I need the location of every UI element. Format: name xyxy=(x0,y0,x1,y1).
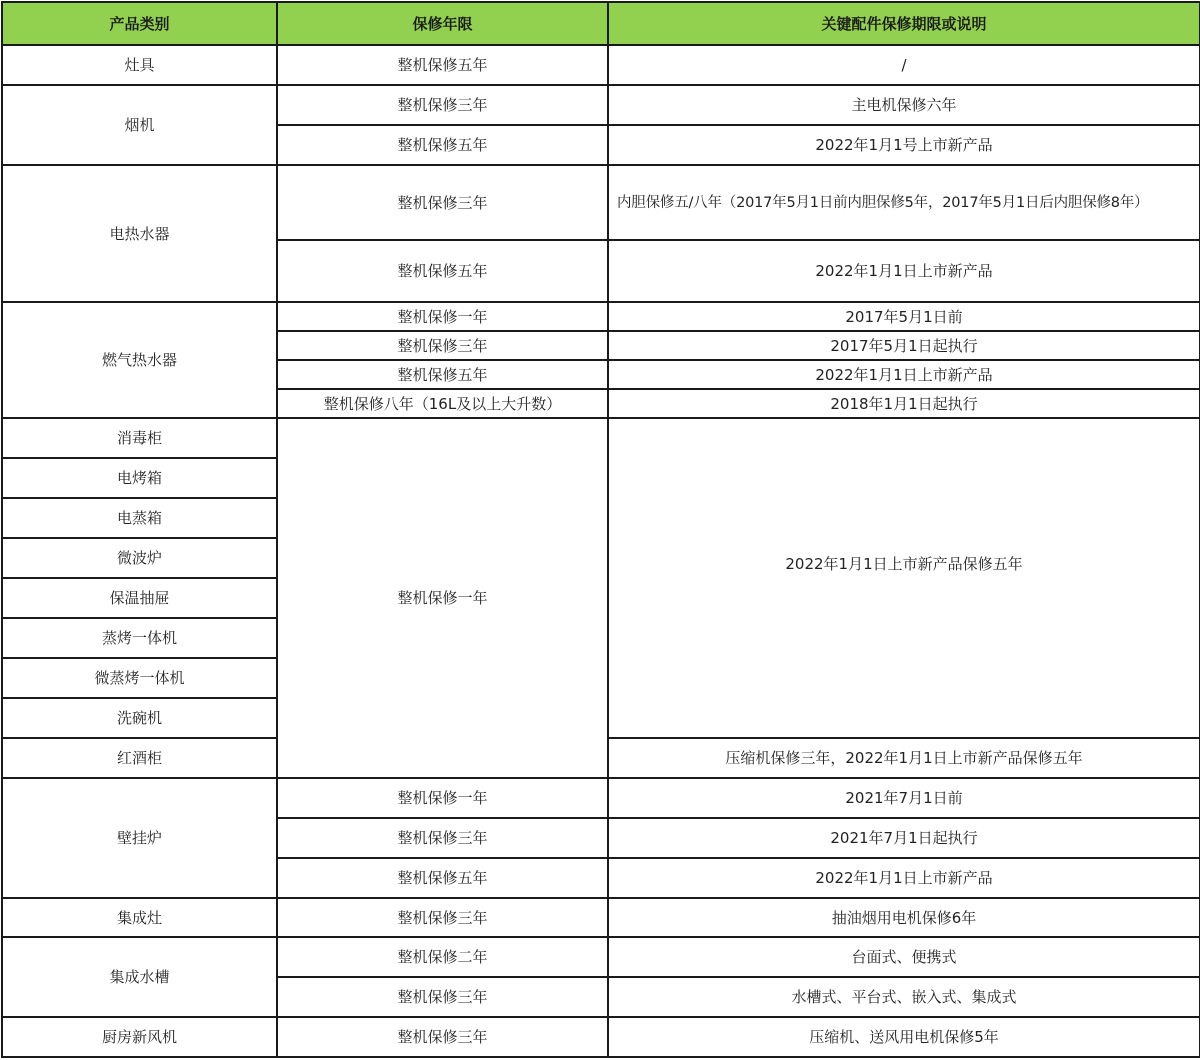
note-cell: 2022年1月1日上市新产品 xyxy=(608,240,1200,302)
period-cell: 整机保修五年 xyxy=(277,45,608,85)
category-cell: 红酒柜 xyxy=(2,738,277,778)
table-row xyxy=(2,778,1200,818)
period-cell: 整机保修三年 xyxy=(277,898,608,937)
period-cell: 整机保修五年 xyxy=(277,360,608,389)
table-row xyxy=(2,165,1200,240)
warranty-table xyxy=(1,1,1200,1058)
table-row xyxy=(2,1017,1200,1057)
period-cell: 整机保修五年 xyxy=(277,240,608,302)
note-cell: 2018年1月1日起执行 xyxy=(608,389,1200,418)
category-cell: 蒸烤一体机 xyxy=(2,618,277,658)
table-row xyxy=(2,937,1200,977)
table-row xyxy=(2,85,1200,125)
period-cell: 整机保修一年 xyxy=(277,302,608,331)
period-cell: 整机保修一年 xyxy=(277,418,608,778)
note-cell: / xyxy=(608,45,1200,85)
note-cell: 2022年1月1日上市新产品 xyxy=(608,858,1200,898)
table-row xyxy=(2,418,1200,458)
category-cell: 电蒸箱 xyxy=(2,498,277,538)
note-cell: 压缩机保修三年，2022年1月1日上市新产品保修五年 xyxy=(608,738,1200,778)
period-cell: 整机保修三年 xyxy=(277,977,608,1017)
table-row xyxy=(2,898,1200,937)
category-cell: 集成水槽 xyxy=(2,937,277,1017)
header-category: 产品类别 xyxy=(2,2,277,45)
note-cell: 内胆保修五/八年（2017年5月1日前内胆保修5年，2017年5月1日后内胆保修8年） xyxy=(608,165,1200,240)
note-cell: 抽油烟用电机保修6年 xyxy=(608,898,1200,937)
category-cell: 保温抽屉 xyxy=(2,578,277,618)
period-cell: 整机保修三年 xyxy=(277,1017,608,1057)
period-cell: 整机保修八年（16L及以上大升数） xyxy=(277,389,608,418)
note-cell: 2022年1月1日上市新产品 xyxy=(608,360,1200,389)
period-cell: 整机保修五年 xyxy=(277,858,608,898)
category-cell: 集成灶 xyxy=(2,898,277,937)
category-cell: 微蒸烤一体机 xyxy=(2,658,277,698)
category-cell: 燃气热水器 xyxy=(2,302,277,418)
period-cell: 整机保修三年 xyxy=(277,818,608,858)
category-cell: 微波炉 xyxy=(2,538,277,578)
note-cell: 2022年1月1日上市新产品保修五年 xyxy=(608,418,1200,738)
period-cell: 整机保修二年 xyxy=(277,937,608,977)
table-row xyxy=(2,302,1200,331)
period-cell: 整机保修一年 xyxy=(277,778,608,818)
note-cell: 2017年5月1日前 xyxy=(608,302,1200,331)
table-row xyxy=(2,45,1200,85)
note-cell: 台面式、便携式 xyxy=(608,937,1200,977)
period-cell: 整机保修五年 xyxy=(277,125,608,165)
category-cell: 灶具 xyxy=(2,45,277,85)
note-cell: 2021年7月1日前 xyxy=(608,778,1200,818)
category-cell: 烟机 xyxy=(2,85,277,165)
note-cell: 压缩机、送风用电机保修5年 xyxy=(608,1017,1200,1057)
period-cell: 整机保修三年 xyxy=(277,85,608,125)
period-cell: 整机保修三年 xyxy=(277,165,608,240)
note-cell: 主电机保修六年 xyxy=(608,85,1200,125)
category-cell: 消毒柜 xyxy=(2,418,277,458)
category-cell: 电烤箱 xyxy=(2,458,277,498)
note-cell: 2021年7月1日起执行 xyxy=(608,818,1200,858)
table-header-row xyxy=(2,2,1200,45)
category-cell: 壁挂炉 xyxy=(2,778,277,898)
category-cell: 洗碗机 xyxy=(2,698,277,738)
header-key-parts-note: 关键配件保修期限或说明 xyxy=(608,2,1200,45)
period-cell: 整机保修三年 xyxy=(277,331,608,360)
category-cell: 厨房新风机 xyxy=(2,1017,277,1057)
note-cell: 2017年5月1日起执行 xyxy=(608,331,1200,360)
note-cell: 2022年1月1号上市新产品 xyxy=(608,125,1200,165)
note-cell: 水槽式、平台式、嵌入式、集成式 xyxy=(608,977,1200,1017)
header-warranty-period: 保修年限 xyxy=(277,2,608,45)
category-cell: 电热水器 xyxy=(2,165,277,302)
